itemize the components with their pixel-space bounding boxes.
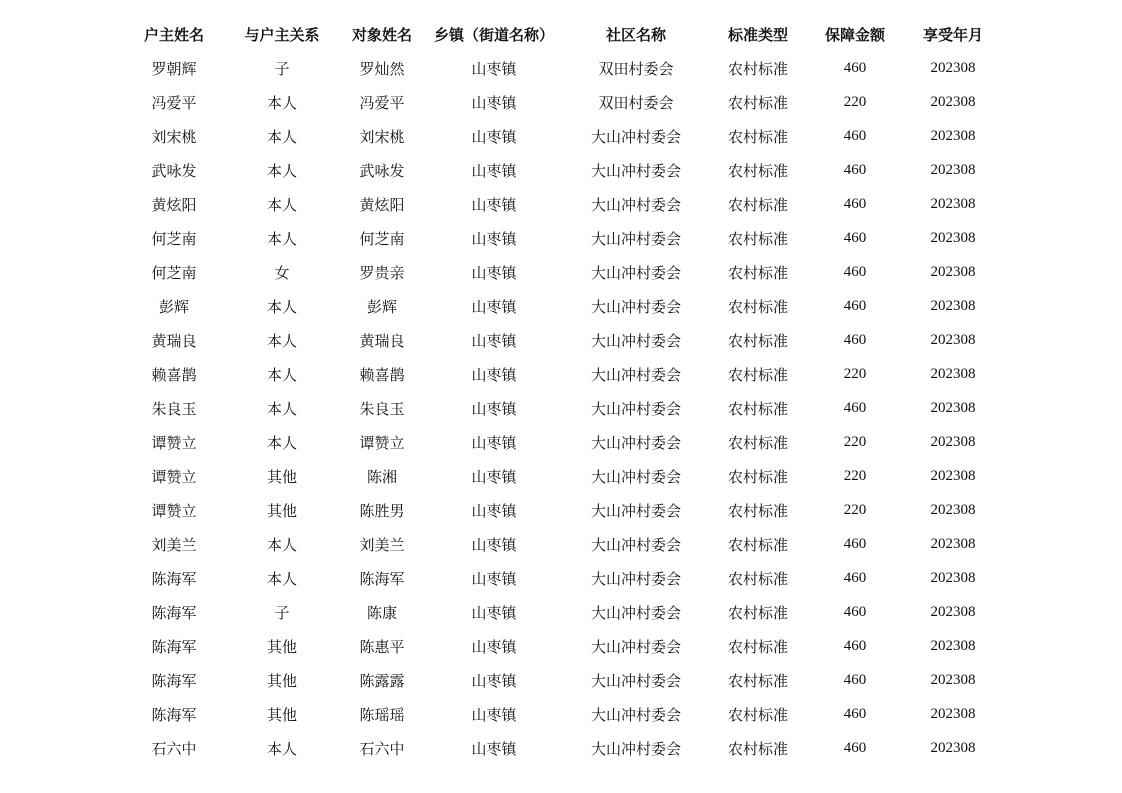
cell-township: 山枣镇 — [471, 671, 517, 690]
cell-standard-type: 农村标准 — [727, 433, 788, 452]
cell-recipient-name: 石六中 — [359, 739, 405, 758]
cell-head-of-household: 黄炫阳 — [151, 195, 197, 214]
cell-community: 大山冲村委会 — [590, 433, 681, 452]
cell-community: 大山冲村委会 — [590, 263, 681, 282]
cell-standard-type: 农村标准 — [727, 331, 788, 350]
cell-standard-type: 农村标准 — [727, 739, 788, 758]
cell-relationship: 本人 — [266, 365, 297, 384]
cell-head-of-household: 陈海军 — [151, 705, 197, 724]
cell-amount: 460 — [843, 535, 867, 552]
cell-community: 大山冲村委会 — [590, 297, 681, 316]
cell-community: 大山冲村委会 — [590, 637, 681, 656]
cell-township: 山枣镇 — [471, 433, 517, 452]
cell-amount: 220 — [843, 501, 867, 518]
cell-month: 202308 — [930, 127, 976, 144]
cell-month: 202308 — [930, 705, 976, 722]
cell-community: 大山冲村委会 — [590, 331, 681, 350]
cell-relationship: 本人 — [266, 195, 297, 214]
cell-community: 大山冲村委会 — [590, 399, 681, 418]
cell-recipient-name: 陈瑶瑶 — [359, 705, 405, 724]
cell-relationship: 本人 — [266, 229, 297, 248]
cell-standard-type: 农村标准 — [727, 467, 788, 486]
table-row — [122, 51, 1002, 85]
cell-month: 202308 — [930, 535, 976, 552]
table-row — [122, 595, 1002, 629]
cell-amount: 460 — [843, 637, 867, 654]
table-row — [122, 697, 1002, 731]
header-community: 社区名称 — [605, 25, 666, 44]
cell-amount: 460 — [843, 671, 867, 688]
cell-township: 山枣镇 — [471, 705, 517, 724]
cell-recipient-name: 罗灿然 — [359, 59, 405, 78]
cell-standard-type: 农村标准 — [727, 535, 788, 554]
cell-recipient-name: 罗贵亲 — [359, 263, 405, 282]
table-row — [122, 289, 1002, 323]
cell-township: 山枣镇 — [471, 535, 517, 554]
cell-township: 山枣镇 — [471, 297, 517, 316]
cell-amount: 460 — [843, 331, 867, 348]
cell-month: 202308 — [930, 603, 976, 620]
table-row — [122, 527, 1002, 561]
table-row — [122, 493, 1002, 527]
cell-standard-type: 农村标准 — [727, 501, 788, 520]
cell-head-of-household: 武咏发 — [151, 161, 197, 180]
cell-township: 山枣镇 — [471, 229, 517, 248]
cell-community: 大山冲村委会 — [590, 229, 681, 248]
cell-community: 大山冲村委会 — [590, 603, 681, 622]
cell-township: 山枣镇 — [471, 161, 517, 180]
cell-community: 双田村委会 — [598, 59, 674, 78]
cell-head-of-household: 谭赞立 — [151, 433, 197, 452]
header-standard-type: 标准类型 — [727, 25, 788, 44]
cell-head-of-household: 何芝南 — [151, 263, 197, 282]
cell-relationship: 子 — [274, 603, 290, 622]
cell-head-of-household: 陈海军 — [151, 569, 197, 588]
table-row — [122, 357, 1002, 391]
cell-relationship: 其他 — [266, 671, 297, 690]
header-relationship: 与户主关系 — [244, 25, 320, 44]
table-row — [122, 221, 1002, 255]
cell-amount: 460 — [843, 569, 867, 586]
table-row — [122, 459, 1002, 493]
cell-township: 山枣镇 — [471, 263, 517, 282]
cell-head-of-household: 赖喜鹊 — [151, 365, 197, 384]
cell-recipient-name: 彭辉 — [366, 297, 397, 316]
cell-township: 山枣镇 — [471, 399, 517, 418]
cell-month: 202308 — [930, 501, 976, 518]
cell-relationship: 子 — [274, 59, 290, 78]
cell-amount: 220 — [843, 93, 867, 110]
cell-recipient-name: 陈康 — [366, 603, 397, 622]
header-township: 乡镇（街道名称） — [433, 25, 554, 44]
cell-recipient-name: 陈露露 — [359, 671, 405, 690]
table-row — [122, 119, 1002, 153]
table-header-row — [122, 17, 1002, 51]
cell-recipient-name: 谭赞立 — [359, 433, 405, 452]
cell-month: 202308 — [930, 195, 976, 212]
cell-amount: 460 — [843, 229, 867, 246]
cell-standard-type: 农村标准 — [727, 365, 788, 384]
table-row — [122, 561, 1002, 595]
cell-head-of-household: 陈海军 — [151, 671, 197, 690]
cell-community: 双田村委会 — [598, 93, 674, 112]
table-row — [122, 629, 1002, 663]
table-row — [122, 255, 1002, 289]
cell-recipient-name: 朱良玉 — [359, 399, 405, 418]
cell-recipient-name: 黄炫阳 — [359, 195, 405, 214]
cell-amount: 460 — [843, 161, 867, 178]
cell-standard-type: 农村标准 — [727, 637, 788, 656]
cell-community: 大山冲村委会 — [590, 195, 681, 214]
cell-standard-type: 农村标准 — [727, 229, 788, 248]
cell-head-of-household: 彭辉 — [158, 297, 189, 316]
cell-standard-type: 农村标准 — [727, 161, 788, 180]
cell-month: 202308 — [930, 399, 976, 416]
cell-head-of-household: 陈海军 — [151, 637, 197, 656]
cell-standard-type: 农村标准 — [727, 705, 788, 724]
cell-amount: 460 — [843, 297, 867, 314]
cell-township: 山枣镇 — [471, 637, 517, 656]
cell-recipient-name: 刘美兰 — [359, 535, 405, 554]
table-row — [122, 85, 1002, 119]
cell-township: 山枣镇 — [471, 59, 517, 78]
cell-amount: 220 — [843, 467, 867, 484]
table-row — [122, 391, 1002, 425]
table-row — [122, 323, 1002, 357]
cell-month: 202308 — [930, 263, 976, 280]
cell-standard-type: 农村标准 — [727, 195, 788, 214]
cell-relationship: 本人 — [266, 93, 297, 112]
cell-head-of-household: 谭赞立 — [151, 467, 197, 486]
cell-amount: 460 — [843, 603, 867, 620]
cell-recipient-name: 何芝南 — [359, 229, 405, 248]
cell-standard-type: 农村标准 — [727, 93, 788, 112]
document-sheet — [122, 17, 1002, 765]
cell-recipient-name: 黄瑞良 — [359, 331, 405, 350]
table-row — [122, 425, 1002, 459]
cell-recipient-name: 陈湘 — [366, 467, 397, 486]
table-row — [122, 731, 1002, 765]
cell-community: 大山冲村委会 — [590, 161, 681, 180]
cell-relationship: 本人 — [266, 331, 297, 350]
cell-month: 202308 — [930, 331, 976, 348]
cell-community: 大山冲村委会 — [590, 569, 681, 588]
cell-community: 大山冲村委会 — [590, 671, 681, 690]
table-row — [122, 187, 1002, 221]
header-amount: 保障金额 — [824, 25, 885, 44]
cell-relationship: 本人 — [266, 297, 297, 316]
cell-month: 202308 — [930, 467, 976, 484]
cell-amount: 460 — [843, 399, 867, 416]
cell-township: 山枣镇 — [471, 739, 517, 758]
cell-recipient-name: 赖喜鹊 — [359, 365, 405, 384]
cell-month: 202308 — [930, 161, 976, 178]
cell-amount: 460 — [843, 739, 867, 756]
cell-township: 山枣镇 — [471, 501, 517, 520]
cell-amount: 460 — [843, 195, 867, 212]
cell-community: 大山冲村委会 — [590, 127, 681, 146]
cell-township: 山枣镇 — [471, 93, 517, 112]
cell-relationship: 本人 — [266, 161, 297, 180]
cell-township: 山枣镇 — [471, 365, 517, 384]
cell-relationship: 本人 — [266, 433, 297, 452]
cell-head-of-household: 罗朝辉 — [151, 59, 197, 78]
cell-township: 山枣镇 — [471, 195, 517, 214]
cell-month: 202308 — [930, 569, 976, 586]
cell-month: 202308 — [930, 59, 976, 76]
cell-head-of-household: 何芝南 — [151, 229, 197, 248]
table-row — [122, 153, 1002, 187]
assistance-table — [122, 17, 1002, 765]
header-month: 享受年月 — [922, 25, 983, 44]
cell-community: 大山冲村委会 — [590, 739, 681, 758]
cell-relationship: 本人 — [266, 569, 297, 588]
cell-community: 大山冲村委会 — [590, 535, 681, 554]
cell-recipient-name: 陈海军 — [359, 569, 405, 588]
cell-head-of-household: 刘美兰 — [151, 535, 197, 554]
cell-head-of-household: 陈海军 — [151, 603, 197, 622]
cell-township: 山枣镇 — [471, 569, 517, 588]
cell-township: 山枣镇 — [471, 331, 517, 350]
cell-amount: 220 — [843, 433, 867, 450]
cell-month: 202308 — [930, 93, 976, 110]
cell-recipient-name: 陈惠平 — [359, 637, 405, 656]
cell-recipient-name: 刘宋桃 — [359, 127, 405, 146]
cell-township: 山枣镇 — [471, 603, 517, 622]
cell-standard-type: 农村标准 — [727, 59, 788, 78]
cell-amount: 460 — [843, 59, 867, 76]
cell-relationship: 本人 — [266, 399, 297, 418]
header-head-of-household: 户主姓名 — [143, 25, 204, 44]
cell-standard-type: 农村标准 — [727, 263, 788, 282]
cell-month: 202308 — [930, 739, 976, 756]
cell-month: 202308 — [930, 433, 976, 450]
cell-head-of-household: 刘宋桃 — [151, 127, 197, 146]
cell-month: 202308 — [930, 365, 976, 382]
cell-relationship: 其他 — [266, 467, 297, 486]
table-row — [122, 663, 1002, 697]
cell-month: 202308 — [930, 637, 976, 654]
cell-community: 大山冲村委会 — [590, 467, 681, 486]
cell-head-of-household: 朱良玉 — [151, 399, 197, 418]
cell-recipient-name: 陈胜男 — [359, 501, 405, 520]
table-body — [122, 51, 1002, 765]
cell-standard-type: 农村标准 — [727, 603, 788, 622]
cell-amount: 460 — [843, 127, 867, 144]
cell-community: 大山冲村委会 — [590, 501, 681, 520]
cell-relationship: 本人 — [266, 535, 297, 554]
cell-head-of-household: 冯爱平 — [151, 93, 197, 112]
cell-month: 202308 — [930, 297, 976, 314]
cell-month: 202308 — [930, 229, 976, 246]
cell-relationship: 女 — [274, 263, 290, 282]
cell-standard-type: 农村标准 — [727, 399, 788, 418]
cell-township: 山枣镇 — [471, 127, 517, 146]
cell-community: 大山冲村委会 — [590, 365, 681, 384]
cell-amount: 220 — [843, 365, 867, 382]
cell-standard-type: 农村标准 — [727, 671, 788, 690]
cell-standard-type: 农村标准 — [727, 297, 788, 316]
cell-relationship: 其他 — [266, 501, 297, 520]
cell-head-of-household: 石六中 — [151, 739, 197, 758]
cell-relationship: 本人 — [266, 127, 297, 146]
cell-relationship: 其他 — [266, 637, 297, 656]
cell-recipient-name: 武咏发 — [359, 161, 405, 180]
cell-head-of-household: 谭赞立 — [151, 501, 197, 520]
cell-standard-type: 农村标准 — [727, 569, 788, 588]
header-recipient-name: 对象姓名 — [351, 25, 412, 44]
cell-standard-type: 农村标准 — [727, 127, 788, 146]
cell-amount: 460 — [843, 263, 867, 280]
cell-relationship: 本人 — [266, 739, 297, 758]
cell-relationship: 其他 — [266, 705, 297, 724]
cell-township: 山枣镇 — [471, 467, 517, 486]
cell-amount: 460 — [843, 705, 867, 722]
cell-month: 202308 — [930, 671, 976, 688]
cell-head-of-household: 黄瑞良 — [151, 331, 197, 350]
cell-recipient-name: 冯爱平 — [359, 93, 405, 112]
cell-community: 大山冲村委会 — [590, 705, 681, 724]
